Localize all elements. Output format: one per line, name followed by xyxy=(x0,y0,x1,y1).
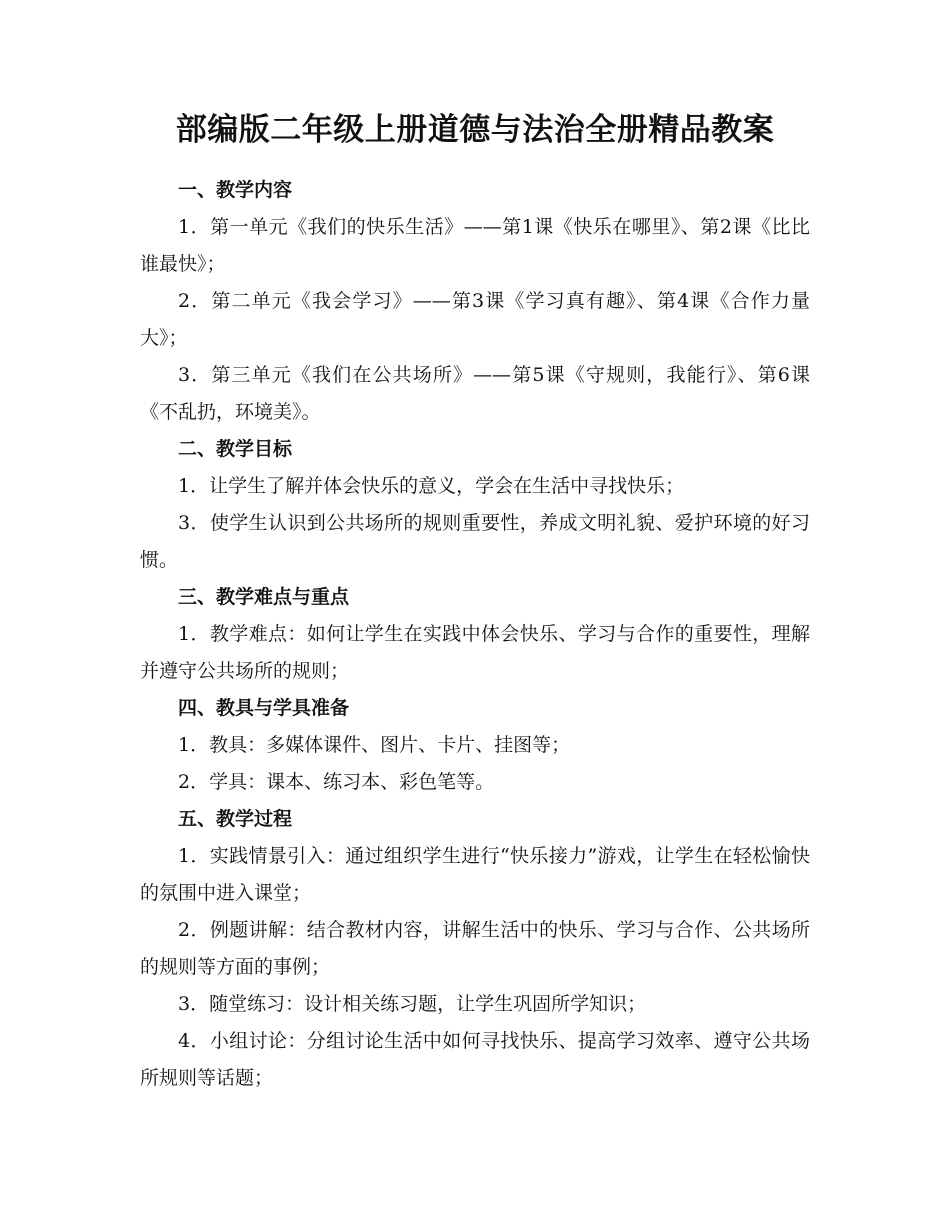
document-title: 部编版二年级上册道德与法治全册精品教案 xyxy=(175,112,775,148)
section-item: 3．随堂练习：设计相关练习题，让学生巩固所学知识； xyxy=(178,993,647,1015)
section-materials xyxy=(140,690,810,801)
section-key-points xyxy=(140,579,810,690)
section-heading: 五、教学过程 xyxy=(178,808,293,830)
section-item: 1．第一单元《我们的快乐生活》——第1课《快乐在哪里》、第2课《比比谁最快》； xyxy=(140,216,810,275)
section-process xyxy=(140,801,810,1097)
section-item: 1．教学难点：如何让学生在实践中体会快乐、学习与合作的重要性，理解并遵守公共场所的规则； xyxy=(140,623,810,682)
document-page xyxy=(140,110,810,1097)
section-item: 4．小组讨论：分组讨论生活中如何寻找快乐、提高学习效率、遵守公共场所规则等话题； xyxy=(140,1030,810,1089)
section-item: 3．第三单元《我们在公共场所》——第5课《守规则，我能行》、第6课《不乱扔，环境美》。 xyxy=(140,364,810,423)
section-item: 3．使学生认识到公共场所的规则重要性，养成文明礼貌、爱护环境的好习惯。 xyxy=(140,512,810,571)
section-item: 2．学具：课本、练习本、彩色笔等。 xyxy=(178,771,495,793)
section-heading: 一、教学内容 xyxy=(178,179,293,201)
section-heading: 三、教学难点与重点 xyxy=(178,586,350,608)
section-item: 1．实践情景引入：通过组织学生进行“快乐接力”游戏，让学生在轻松愉快的氛围中进入课堂； xyxy=(140,845,810,904)
section-goals xyxy=(140,431,810,579)
section-item: 2．第二单元《我会学习》——第3课《学习真有趣》、第4课《合作力量大》； xyxy=(140,290,810,349)
section-heading: 四、教具与学具准备 xyxy=(178,697,350,719)
section-item: 1．让学生了解并体会快乐的意义，学会在生活中寻找快乐； xyxy=(178,475,685,497)
section-item: 2．例题讲解：结合教材内容，讲解生活中的快乐、学习与合作、公共场所的规则等方面的事例； xyxy=(140,919,810,978)
section-content xyxy=(140,172,810,431)
section-heading: 二、教学目标 xyxy=(178,438,293,460)
section-item: 1．教具：多媒体课件、图片、卡片、挂图等； xyxy=(178,734,571,756)
